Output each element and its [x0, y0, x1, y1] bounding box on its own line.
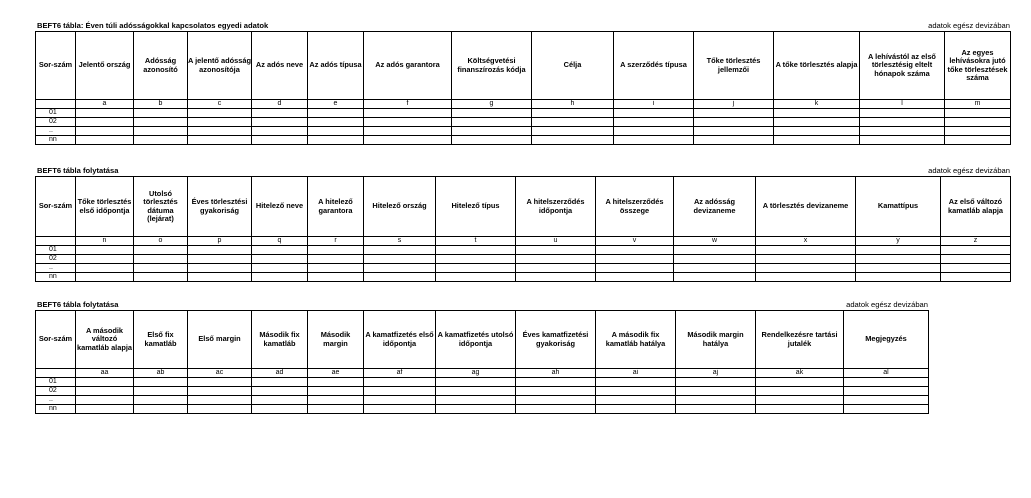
- column-code: aa: [76, 369, 134, 378]
- data-cell[interactable]: [308, 246, 364, 255]
- column-header: Hitelező ország: [364, 177, 436, 237]
- data-cell[interactable]: [516, 264, 596, 273]
- data-cell[interactable]: [596, 255, 674, 264]
- column-code: al: [844, 369, 929, 378]
- column-code: p: [188, 237, 252, 246]
- data-cell[interactable]: [364, 127, 452, 136]
- column-header: Jelentő ország: [76, 32, 134, 100]
- column-header: A szerződés típusa: [614, 32, 694, 100]
- data-cell[interactable]: [188, 255, 252, 264]
- column-header: Második margin hatálya: [676, 311, 756, 369]
- column-code-row: [36, 369, 929, 378]
- row-number: 02: [36, 118, 76, 127]
- data-cell[interactable]: [694, 118, 774, 127]
- data-cell[interactable]: [308, 378, 364, 387]
- column-header: Az adós típusa: [308, 32, 364, 100]
- column-code-row: [36, 100, 1011, 109]
- column-code: r: [308, 237, 364, 246]
- column-code: s: [364, 237, 436, 246]
- column-code: b: [134, 100, 188, 109]
- column-code: ae: [308, 369, 364, 378]
- column-code: d: [252, 100, 308, 109]
- data-cell[interactable]: [452, 127, 532, 136]
- data-cell[interactable]: [188, 136, 252, 145]
- column-header: Az egyes lehívásokra jutó tőke törlesztések száma: [945, 32, 1011, 100]
- data-cell[interactable]: [364, 273, 436, 282]
- data-cell[interactable]: [252, 378, 308, 387]
- data-cell[interactable]: [694, 109, 774, 118]
- data-cell[interactable]: [364, 405, 436, 414]
- data-cell[interactable]: [308, 396, 364, 405]
- column-code: o: [134, 237, 188, 246]
- column-header: Hitelező típus: [436, 177, 516, 237]
- data-table: [35, 31, 1011, 145]
- data-cell[interactable]: [134, 255, 188, 264]
- table-section-3: [35, 299, 928, 414]
- data-cell[interactable]: [614, 136, 694, 145]
- column-header: Célja: [532, 32, 614, 100]
- unit-note: adatok egész devizában: [928, 21, 1010, 30]
- data-cell[interactable]: [188, 127, 252, 136]
- data-cell[interactable]: [614, 109, 694, 118]
- data-cell[interactable]: [941, 255, 1011, 264]
- table-title: BEFT6 tábla: Éven túli adósságokkal kapcsolatos egyedi adatok: [37, 21, 269, 30]
- data-cell[interactable]: [844, 378, 929, 387]
- data-cell[interactable]: [76, 405, 134, 414]
- table-row: [36, 136, 1011, 145]
- data-cell[interactable]: [452, 118, 532, 127]
- data-cell[interactable]: [252, 273, 308, 282]
- data-cell[interactable]: [364, 387, 436, 396]
- data-cell[interactable]: [856, 246, 941, 255]
- data-cell[interactable]: [364, 378, 436, 387]
- data-cell[interactable]: [436, 405, 516, 414]
- column-header: A hitelező garantora: [308, 177, 364, 237]
- row-number: ..: [36, 127, 76, 136]
- data-cell[interactable]: [188, 264, 252, 273]
- data-cell[interactable]: [694, 136, 774, 145]
- column-header: Utolsó törlesztés dátuma (lejárat): [134, 177, 188, 237]
- table-row: [36, 127, 1011, 136]
- column-code: l: [860, 100, 945, 109]
- data-table: [35, 176, 1011, 282]
- table-section-1: [35, 20, 1010, 145]
- data-cell[interactable]: [188, 396, 252, 405]
- data-cell[interactable]: [188, 109, 252, 118]
- column-header: A hitelszerződés összege: [596, 177, 674, 237]
- data-cell[interactable]: [516, 378, 596, 387]
- data-cell[interactable]: [516, 396, 596, 405]
- data-cell[interactable]: [596, 396, 676, 405]
- data-cell[interactable]: [364, 109, 452, 118]
- data-cell[interactable]: [252, 118, 308, 127]
- data-cell[interactable]: [756, 405, 844, 414]
- data-cell[interactable]: [856, 273, 941, 282]
- data-cell[interactable]: [308, 127, 364, 136]
- column-code: [36, 237, 76, 246]
- column-code: a: [76, 100, 134, 109]
- column-header: Az adósság devizaneme: [674, 177, 756, 237]
- column-header: Adósság azonosító: [134, 32, 188, 100]
- data-cell[interactable]: [674, 273, 756, 282]
- column-header: Sor-szám: [36, 311, 76, 369]
- column-header: Költségvetési finanszírozás kódja: [452, 32, 532, 100]
- data-cell[interactable]: [452, 136, 532, 145]
- row-number: 01: [36, 378, 76, 387]
- data-cell[interactable]: [436, 246, 516, 255]
- data-cell[interactable]: [134, 396, 188, 405]
- data-cell[interactable]: [532, 109, 614, 118]
- table-row: [36, 246, 1011, 255]
- row-number: ..: [36, 396, 76, 405]
- data-cell[interactable]: [774, 136, 860, 145]
- data-cell[interactable]: [188, 118, 252, 127]
- column-code: g: [452, 100, 532, 109]
- data-cell[interactable]: [756, 273, 856, 282]
- data-cell[interactable]: [844, 396, 929, 405]
- row-number: nn: [36, 273, 76, 282]
- data-cell[interactable]: [134, 109, 188, 118]
- column-code: x: [756, 237, 856, 246]
- column-header: Hitelező neve: [252, 177, 308, 237]
- data-cell[interactable]: [308, 264, 364, 273]
- data-cell[interactable]: [134, 118, 188, 127]
- data-cell[interactable]: [532, 118, 614, 127]
- data-cell[interactable]: [134, 246, 188, 255]
- data-cell[interactable]: [76, 127, 134, 136]
- table-row: [36, 387, 929, 396]
- column-code: f: [364, 100, 452, 109]
- data-cell[interactable]: [252, 255, 308, 264]
- data-cell[interactable]: [134, 264, 188, 273]
- data-cell[interactable]: [756, 255, 856, 264]
- column-code: af: [364, 369, 436, 378]
- data-cell[interactable]: [252, 405, 308, 414]
- data-cell[interactable]: [436, 387, 516, 396]
- data-cell[interactable]: [308, 255, 364, 264]
- data-cell[interactable]: [676, 396, 756, 405]
- data-cell[interactable]: [532, 127, 614, 136]
- column-header: Az adós neve: [252, 32, 308, 100]
- data-cell[interactable]: [945, 109, 1011, 118]
- column-header: Első fix kamatláb: [134, 311, 188, 369]
- data-cell[interactable]: [252, 396, 308, 405]
- column-code: ag: [436, 369, 516, 378]
- column-header: A második változó kamatláb alapja: [76, 311, 134, 369]
- data-cell[interactable]: [860, 118, 945, 127]
- data-cell[interactable]: [188, 273, 252, 282]
- column-header: Első margin: [188, 311, 252, 369]
- column-code: ac: [188, 369, 252, 378]
- data-cell[interactable]: [516, 405, 596, 414]
- data-cell[interactable]: [364, 118, 452, 127]
- column-header: A kamatfizetés első időpontja: [364, 311, 436, 369]
- column-code: j: [694, 100, 774, 109]
- data-cell[interactable]: [452, 109, 532, 118]
- row-number: nn: [36, 136, 76, 145]
- data-cell[interactable]: [676, 387, 756, 396]
- data-cell[interactable]: [674, 264, 756, 273]
- header-row: [36, 32, 1011, 100]
- data-cell[interactable]: [76, 387, 134, 396]
- data-cell[interactable]: [674, 246, 756, 255]
- data-cell[interactable]: [945, 118, 1011, 127]
- data-cell[interactable]: [134, 273, 188, 282]
- row-number: 02: [36, 387, 76, 396]
- data-cell[interactable]: [76, 109, 134, 118]
- data-cell[interactable]: [364, 136, 452, 145]
- row-number: ..: [36, 264, 76, 273]
- column-header: Sor-szám: [36, 32, 76, 100]
- column-header: A második fix kamatláb hatálya: [596, 311, 676, 369]
- data-cell[interactable]: [860, 109, 945, 118]
- data-cell[interactable]: [856, 255, 941, 264]
- data-cell[interactable]: [596, 246, 674, 255]
- column-header: A lehívástól az első törlesztésig eltelt hónapok száma: [860, 32, 945, 100]
- data-cell[interactable]: [308, 118, 364, 127]
- data-cell[interactable]: [188, 387, 252, 396]
- column-header: Rendelkezésre tartási jutalék: [756, 311, 844, 369]
- data-cell[interactable]: [76, 378, 134, 387]
- row-number: 01: [36, 246, 76, 255]
- column-header: Éves törlesztési gyakoriság: [188, 177, 252, 237]
- column-code: ab: [134, 369, 188, 378]
- data-cell[interactable]: [76, 136, 134, 145]
- data-cell[interactable]: [676, 378, 756, 387]
- table-row: [36, 109, 1011, 118]
- data-cell[interactable]: [532, 136, 614, 145]
- data-cell[interactable]: [844, 405, 929, 414]
- column-code: q: [252, 237, 308, 246]
- data-cell[interactable]: [774, 109, 860, 118]
- column-code-row: [36, 237, 1011, 246]
- data-cell[interactable]: [596, 378, 676, 387]
- data-cell[interactable]: [252, 136, 308, 145]
- data-cell[interactable]: [844, 387, 929, 396]
- data-cell[interactable]: [252, 264, 308, 273]
- data-cell[interactable]: [76, 255, 134, 264]
- data-cell[interactable]: [614, 127, 694, 136]
- column-code: ah: [516, 369, 596, 378]
- column-header: Második fix kamatláb: [252, 311, 308, 369]
- column-code: t: [436, 237, 516, 246]
- data-cell[interactable]: [76, 118, 134, 127]
- table-section-2: [35, 165, 1010, 282]
- data-cell[interactable]: [134, 127, 188, 136]
- row-number: nn: [36, 405, 76, 414]
- data-cell[interactable]: [516, 255, 596, 264]
- data-cell[interactable]: [308, 405, 364, 414]
- data-cell[interactable]: [134, 378, 188, 387]
- column-code: e: [308, 100, 364, 109]
- data-cell[interactable]: [252, 127, 308, 136]
- data-cell[interactable]: [945, 136, 1011, 145]
- data-cell[interactable]: [516, 273, 596, 282]
- data-cell[interactable]: [774, 127, 860, 136]
- data-cell[interactable]: [308, 109, 364, 118]
- column-code: y: [856, 237, 941, 246]
- column-header: A jelentő adósság azonosítója: [188, 32, 252, 100]
- data-cell[interactable]: [364, 396, 436, 405]
- column-header: Második margin: [308, 311, 364, 369]
- table-row: [36, 396, 929, 405]
- data-cell[interactable]: [76, 264, 134, 273]
- data-cell[interactable]: [436, 264, 516, 273]
- column-code: [36, 369, 76, 378]
- data-cell[interactable]: [756, 378, 844, 387]
- data-cell[interactable]: [308, 273, 364, 282]
- header-row: [36, 311, 929, 369]
- data-cell[interactable]: [941, 273, 1011, 282]
- column-code: aj: [676, 369, 756, 378]
- data-cell[interactable]: [941, 246, 1011, 255]
- data-cell[interactable]: [614, 118, 694, 127]
- column-header: Éves kamatfizetési gyakoriság: [516, 311, 596, 369]
- data-cell[interactable]: [860, 127, 945, 136]
- table-title: BEFT6 tábla folytatása: [37, 300, 119, 309]
- data-cell[interactable]: [856, 264, 941, 273]
- column-header: Az első változó kamatláb alapja: [941, 177, 1011, 237]
- column-code: n: [76, 237, 134, 246]
- data-cell[interactable]: [860, 136, 945, 145]
- data-cell[interactable]: [694, 127, 774, 136]
- data-cell[interactable]: [756, 246, 856, 255]
- column-code: ai: [596, 369, 676, 378]
- unit-note: adatok egész devizában: [846, 300, 928, 309]
- column-code: ad: [252, 369, 308, 378]
- table-row: [36, 264, 1011, 273]
- data-cell[interactable]: [774, 118, 860, 127]
- column-header: A törlesztés devizaneme: [756, 177, 856, 237]
- column-code: z: [941, 237, 1011, 246]
- table-row: [36, 255, 1011, 264]
- data-cell[interactable]: [756, 387, 844, 396]
- data-cell[interactable]: [941, 264, 1011, 273]
- data-cell[interactable]: [364, 255, 436, 264]
- table-row: [36, 273, 1011, 282]
- column-code: h: [532, 100, 614, 109]
- column-header: Tőke törlesztés jellemzői: [694, 32, 774, 100]
- table-row: [36, 405, 929, 414]
- data-cell[interactable]: [134, 136, 188, 145]
- column-header: A tőke törlesztés alapja: [774, 32, 860, 100]
- data-cell[interactable]: [596, 264, 674, 273]
- column-code: c: [188, 100, 252, 109]
- header-row: [36, 177, 1011, 237]
- data-cell[interactable]: [308, 387, 364, 396]
- data-cell[interactable]: [436, 378, 516, 387]
- data-cell[interactable]: [252, 246, 308, 255]
- data-cell[interactable]: [364, 246, 436, 255]
- column-header: Tőke törlesztés első időpontja: [76, 177, 134, 237]
- data-cell[interactable]: [436, 255, 516, 264]
- data-cell[interactable]: [596, 387, 676, 396]
- data-cell[interactable]: [188, 405, 252, 414]
- column-header: Megjegyzés: [844, 311, 929, 369]
- data-cell[interactable]: [188, 378, 252, 387]
- table-row: [36, 378, 929, 387]
- column-code: u: [516, 237, 596, 246]
- column-code: k: [774, 100, 860, 109]
- data-cell[interactable]: [756, 264, 856, 273]
- row-number: 02: [36, 255, 76, 264]
- row-number: 01: [36, 109, 76, 118]
- data-cell[interactable]: [252, 109, 308, 118]
- data-cell[interactable]: [436, 396, 516, 405]
- data-cell[interactable]: [596, 273, 674, 282]
- unit-note: adatok egész devizában: [928, 166, 1010, 175]
- data-cell[interactable]: [252, 387, 308, 396]
- column-code: ak: [756, 369, 844, 378]
- column-header: Kamattípus: [856, 177, 941, 237]
- data-cell[interactable]: [756, 396, 844, 405]
- data-cell[interactable]: [596, 405, 676, 414]
- data-table: [35, 310, 929, 414]
- column-header: Sor-szám: [36, 177, 76, 237]
- data-cell[interactable]: [516, 246, 596, 255]
- data-cell[interactable]: [676, 405, 756, 414]
- data-cell[interactable]: [308, 136, 364, 145]
- data-cell[interactable]: [76, 396, 134, 405]
- column-code: [36, 100, 76, 109]
- column-code: m: [945, 100, 1011, 109]
- table-row: [36, 118, 1011, 127]
- data-cell[interactable]: [76, 246, 134, 255]
- column-header: A kamatfizetés utolsó időpontja: [436, 311, 516, 369]
- column-header: Az adós garantora: [364, 32, 452, 100]
- data-cell[interactable]: [134, 405, 188, 414]
- column-code: w: [674, 237, 756, 246]
- data-cell[interactable]: [364, 264, 436, 273]
- column-header: A hitelszerződés időpontja: [516, 177, 596, 237]
- data-cell[interactable]: [674, 255, 756, 264]
- data-cell[interactable]: [945, 127, 1011, 136]
- data-cell[interactable]: [188, 246, 252, 255]
- column-code: v: [596, 237, 674, 246]
- column-code: i: [614, 100, 694, 109]
- data-cell[interactable]: [76, 273, 134, 282]
- data-cell[interactable]: [516, 387, 596, 396]
- table-title: BEFT6 tábla folytatása: [37, 166, 119, 175]
- data-cell[interactable]: [436, 273, 516, 282]
- data-cell[interactable]: [134, 387, 188, 396]
